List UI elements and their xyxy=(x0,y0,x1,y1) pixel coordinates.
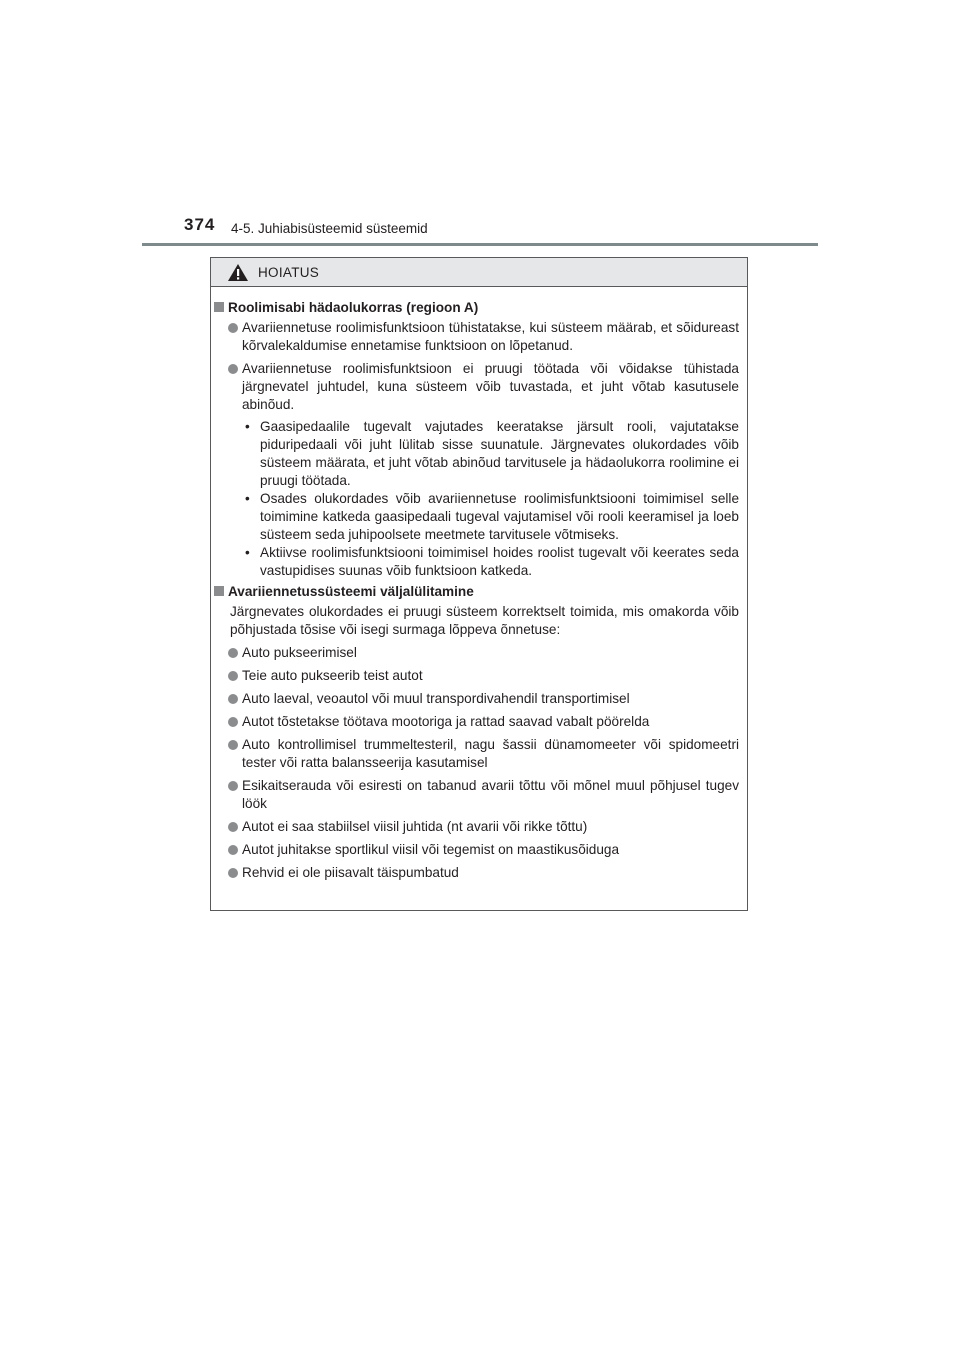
list-item xyxy=(214,736,739,772)
header-rule xyxy=(142,243,818,246)
section-title: 4-5. Juhiabisüsteemid süsteemid xyxy=(231,221,428,236)
section-heading xyxy=(214,299,739,317)
warning-box xyxy=(210,257,748,911)
circle-bullet-icon xyxy=(228,822,238,832)
list-item xyxy=(214,864,739,882)
circle-bullet-icon xyxy=(228,694,238,704)
circle-bullet-icon xyxy=(228,717,238,727)
circle-bullet-icon xyxy=(228,648,238,658)
sub-bullet-mark: • xyxy=(245,491,250,506)
list-item-text: Auto pukseerimisel xyxy=(242,645,357,660)
list-item xyxy=(214,690,739,708)
list-item-text: Auto kontrollimisel trummeltesteril, nagu šassii dünamomeeter või spidomeetri tester või ratta balansseerija kasutamisel xyxy=(242,737,739,770)
section-heading xyxy=(214,583,739,601)
warning-header xyxy=(211,258,747,287)
list-item xyxy=(214,667,739,685)
list-item-text: Rehvid ei ole piisavalt täispumbatud xyxy=(242,865,459,880)
sub-list-item-text: Osades olukordades võib avariiennetuse roolimisfunktsiooni toimimisel selle toimimine katkeda gaasipedaali tugeval vajutamisel või rooli keeramisel ja loeb süsteem seda juhipoolsete meetmete tarvitusele võtmiseks. xyxy=(260,491,739,542)
list-item xyxy=(214,319,739,355)
list-item-text: Avariiennetuse roolimisfunktsioon ei pruugi töötada või võidakse tühistada järgnevatel juhtudel, kuna süsteem võib tuvastada, et juht võtab kasutusele abinõud. xyxy=(242,361,739,412)
circle-bullet-icon xyxy=(228,671,238,681)
square-bullet-icon xyxy=(214,302,224,312)
list-item-text: Teie auto pukseerib teist autot xyxy=(242,668,423,683)
sub-list-item xyxy=(245,544,739,580)
list-item xyxy=(214,644,739,662)
sub-bullet-mark: • xyxy=(245,545,250,560)
section-heading-text: Avariiennetussüsteemi väljalülitamine xyxy=(228,584,474,599)
sub-list-item-text: Aktiivse roolimisfunktsiooni toimimisel hoides roolist tugevalt või keerates seda vastupidises suunas võib funktsioon katkeda. xyxy=(260,545,739,578)
list-item xyxy=(214,713,739,731)
warning-triangle-icon xyxy=(227,263,249,282)
circle-bullet-icon xyxy=(228,781,238,791)
circle-bullet-icon xyxy=(228,845,238,855)
list-item-text: Avariiennetuse roolimisfunktsioon tühistatakse, kui süsteem määrab, et sõidureast kõrvalekaldumise ennetamise funktsioon on lõpetanud. xyxy=(242,320,739,353)
list-item-text: Esikaitserauda või esiresti on tabanud avarii tõttu või mõnel muul põhjusel tugev löök xyxy=(242,778,739,811)
section-heading-text: Roolimisabi hädaolukorras (regioon A) xyxy=(228,300,479,315)
sub-bullet-mark: • xyxy=(245,419,250,434)
list-item xyxy=(214,818,739,836)
list-item xyxy=(214,841,739,859)
list-item-text: Auto laeval, veoautol või muul transpordivahendil transportimisel xyxy=(242,691,630,706)
sub-list-item xyxy=(245,490,739,544)
sub-list-item-text: Gaasipedaalile tugevalt vajutades keeratakse järsult rooli, vajutatakse piduripedaali või juht lülitab sisse suunatule. Järgnevates olukordades võib süsteem määrata, et juht võtab abinõud tarvitusele ja hädaolukorra roolimine ei pruugi töötada. xyxy=(260,419,739,488)
section-intro: Järgnevates olukordades ei pruugi süsteem korrektselt toimida, mis omakorda võib põhjustada tõsise või isegi surmaga lõppeva õnnetuse: xyxy=(230,604,739,637)
sub-list xyxy=(242,418,739,580)
page-number: 374 xyxy=(184,215,216,234)
list-item xyxy=(214,777,739,813)
circle-bullet-icon xyxy=(228,740,238,750)
sub-list-item xyxy=(245,418,739,490)
circle-bullet-icon xyxy=(228,323,238,333)
warning-body xyxy=(211,287,747,882)
circle-bullet-icon xyxy=(228,868,238,878)
square-bullet-icon xyxy=(214,586,224,596)
list-item-text: Autot ei saa stabiilsel viisil juhtida (nt avarii või rikke tõttu) xyxy=(242,819,588,834)
list-item-text: Autot juhitakse sportlikul viisil või tegemist on maastikusõiduga xyxy=(242,842,620,857)
circle-bullet-icon xyxy=(228,364,238,374)
warning-label: HOIATUS xyxy=(258,264,320,280)
list-item-text: Autot tõstetakse töötava mootoriga ja rattad saavad vabalt pöörelda xyxy=(242,714,650,729)
list-item xyxy=(214,360,739,580)
